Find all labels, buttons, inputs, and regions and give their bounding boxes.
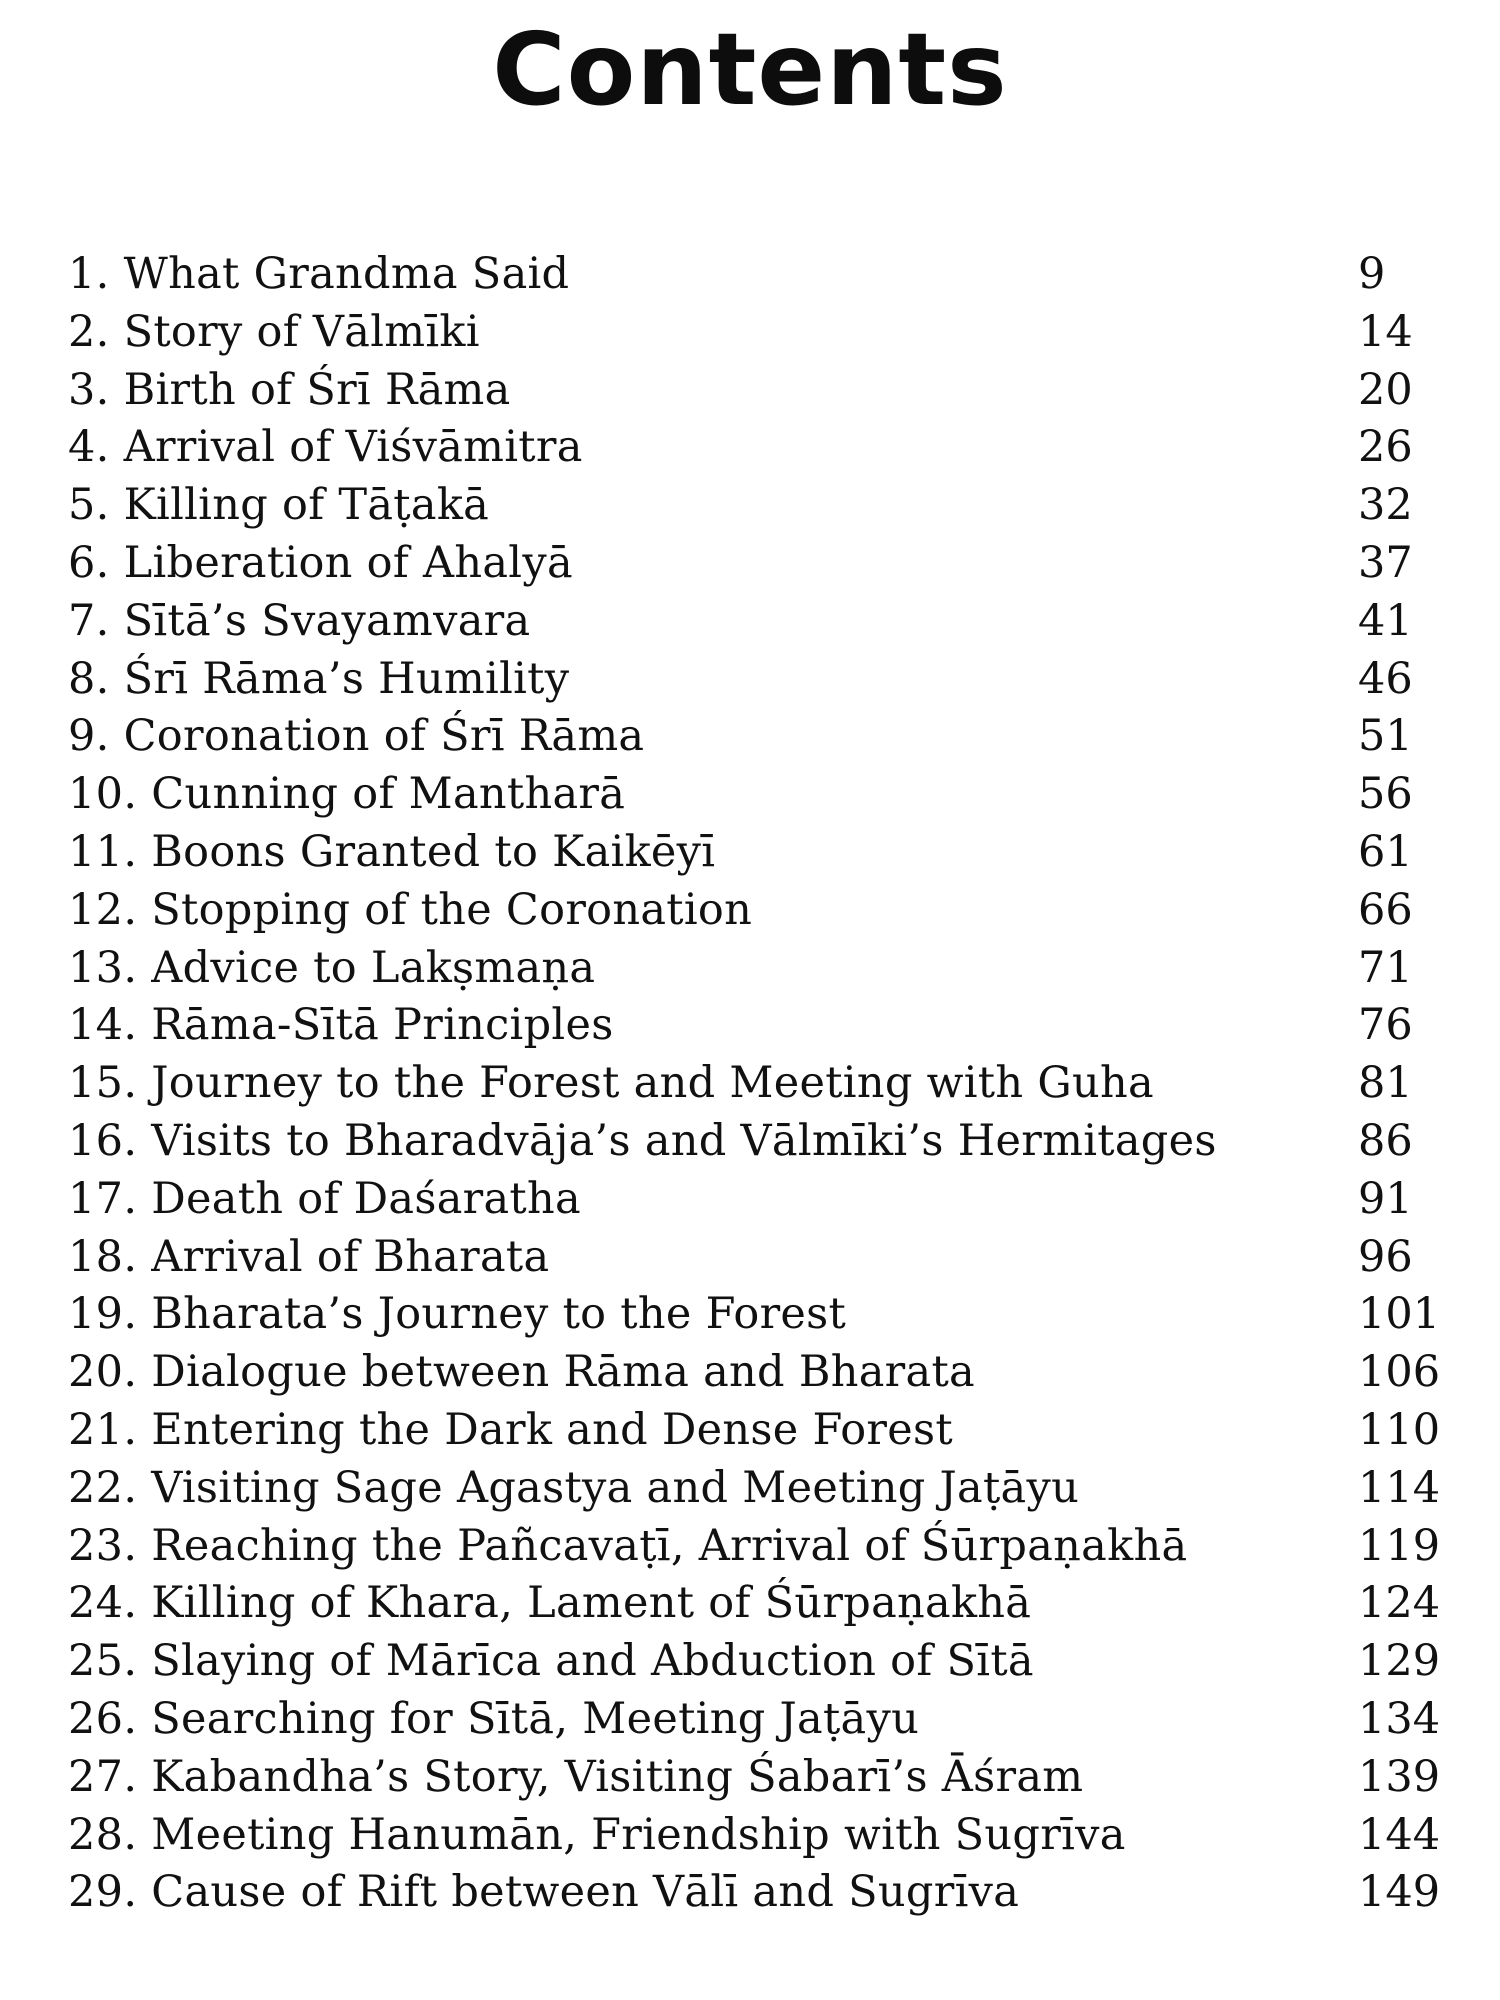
- toc-entry: [68, 1749, 1448, 1807]
- toc-entry: [68, 362, 1448, 420]
- toc-entry-title: 29. Cause of Rift between Vālī and Sugrīva: [68, 1867, 1020, 1918]
- toc-entry-title: 21. Entering the Dark and Dense Forest: [68, 1404, 953, 1455]
- toc-entry-page: 91: [1358, 1173, 1413, 1224]
- toc-entry: [68, 708, 1448, 766]
- toc-entry-title: 4. Arrival of Viśvāmitra: [68, 422, 583, 473]
- toc-entry-page: 101: [1358, 1289, 1441, 1340]
- toc-entry-page: 61: [1358, 826, 1413, 877]
- toc-entry: [68, 246, 1448, 304]
- toc-entry-title: 15. Journey to the Forest and Meeting with Guha: [68, 1058, 1154, 1109]
- toc-entry-title: 1. What Grandma Said: [68, 249, 570, 299]
- toc-entry-title: 12. Stopping of the Coronation: [68, 884, 753, 935]
- toc-entry: [68, 824, 1448, 882]
- toc-entry: [68, 535, 1448, 593]
- toc-entry-title: 19. Bharata’s Journey to the Forest: [68, 1289, 847, 1340]
- toc-entry-page: 139: [1358, 1751, 1441, 1802]
- toc-entry-page: 110: [1358, 1404, 1441, 1455]
- toc-entry: [68, 1518, 1448, 1576]
- toc-entry: [68, 477, 1448, 535]
- toc-entry-page: 32: [1358, 480, 1413, 531]
- toc-entry-title: 5. Killing of Tāṭakā: [68, 480, 490, 531]
- toc-entry-page: 76: [1358, 1000, 1413, 1051]
- toc-entry-page: 41: [1358, 595, 1413, 646]
- toc-entry-page: 46: [1358, 653, 1413, 704]
- toc-entry-title: 28. Meeting Hanumān, Friendship with Sugrīva: [68, 1809, 1126, 1860]
- toc-entry: [68, 1344, 1448, 1402]
- toc-entry: [68, 1113, 1448, 1171]
- toc-entry-title: 17. Death of Daśaratha: [68, 1173, 581, 1224]
- toc-entry-title: 18. Arrival of Bharata: [68, 1231, 550, 1282]
- table-of-contents: [68, 246, 1448, 1922]
- toc-entry-title: 22. Visiting Sage Agastya and Meeting Jaṭāyu: [68, 1462, 1080, 1513]
- toc-entry-title: 11. Boons Granted to Kaikēyī: [68, 826, 716, 877]
- toc-entry-title: 9. Coronation of Śrī Rāma: [68, 711, 645, 762]
- toc-entry: [68, 1691, 1448, 1749]
- toc-entry-page: 86: [1358, 1115, 1413, 1166]
- toc-entry: [68, 940, 1448, 998]
- toc-entry: [68, 1229, 1448, 1287]
- toc-entry: [68, 1807, 1448, 1865]
- toc-entry-page: 9: [1358, 249, 1386, 299]
- toc-entry: [68, 766, 1448, 824]
- toc-entry: [68, 419, 1448, 477]
- toc-entry: [68, 651, 1448, 709]
- toc-entry-page: 14: [1358, 306, 1413, 357]
- toc-entry-page: 96: [1358, 1231, 1413, 1282]
- toc-entry: [68, 593, 1448, 651]
- toc-entry-page: 71: [1358, 942, 1413, 993]
- toc-entry-page: 20: [1358, 364, 1413, 415]
- toc-entry-page: 149: [1358, 1867, 1441, 1918]
- toc-entry-page: 129: [1358, 1636, 1441, 1687]
- toc-entry: [68, 1864, 1448, 1922]
- toc-entry-title: 20. Dialogue between Rāma and Bharata: [68, 1347, 975, 1398]
- toc-entry-title: 6. Liberation of Ahalyā: [68, 537, 573, 588]
- toc-entry-title: 13. Advice to Lakṣmaṇa: [68, 942, 596, 993]
- toc-entry: [68, 1633, 1448, 1691]
- toc-entry-page: 114: [1358, 1462, 1441, 1513]
- toc-entry-title: 23. Reaching the Pañcavaṭī, Arrival of Śūrpaṇakhā: [68, 1520, 1188, 1571]
- toc-entry: [68, 1460, 1448, 1518]
- toc-entry-title: 24. Killing of Khara, Lament of Śūrpaṇakhā: [68, 1578, 1032, 1629]
- toc-entry-page: 106: [1358, 1347, 1441, 1398]
- toc-entry-page: 66: [1358, 884, 1413, 935]
- toc-entry: [68, 1055, 1448, 1113]
- toc-entry-title: 26. Searching for Sītā, Meeting Jaṭāyu: [68, 1693, 920, 1744]
- toc-entry-title: 10. Cunning of Mantharā: [68, 769, 626, 820]
- toc-entry-page: 81: [1358, 1058, 1413, 1109]
- toc-entry-title: 8. Śrī Rāma’s Humility: [68, 653, 570, 704]
- page-title: Contents: [492, 11, 1008, 128]
- toc-entry: [68, 304, 1448, 362]
- toc-entry-page: 119: [1358, 1520, 1441, 1571]
- toc-entry-page: 124: [1358, 1578, 1441, 1629]
- toc-entry-page: 51: [1358, 711, 1413, 762]
- toc-entry-page: 144: [1358, 1809, 1441, 1860]
- toc-entry: [68, 882, 1448, 940]
- toc-entry-title: 3. Birth of Śrī Rāma: [68, 364, 511, 415]
- toc-entry-page: 26: [1358, 422, 1413, 473]
- toc-entry: [68, 997, 1448, 1055]
- toc-entry-title: 16. Visits to Bharadvāja’s and Vālmīki’s Hermitages: [68, 1115, 1217, 1166]
- toc-entry-title: 25. Slaying of Mārīca and Abduction of Sītā: [68, 1636, 1034, 1687]
- toc-entry-title: 14. Rāma-Sītā Principles: [68, 1000, 614, 1051]
- toc-entry-title: 7. Sītā’s Svayamvara: [68, 595, 531, 646]
- toc-entry: [68, 1402, 1448, 1460]
- toc-entry-page: 134: [1358, 1693, 1441, 1744]
- toc-entry-page: 56: [1358, 769, 1413, 820]
- toc-entry-title: 27. Kabandha’s Story, Visiting Śabarī’s Āśram: [68, 1751, 1084, 1802]
- toc-entry: [68, 1575, 1448, 1633]
- toc-entry-title: 2. Story of Vālmīki: [68, 306, 480, 357]
- toc-entry: [68, 1171, 1448, 1229]
- toc-entry-page: 37: [1358, 537, 1413, 588]
- toc-entry: [68, 1286, 1448, 1344]
